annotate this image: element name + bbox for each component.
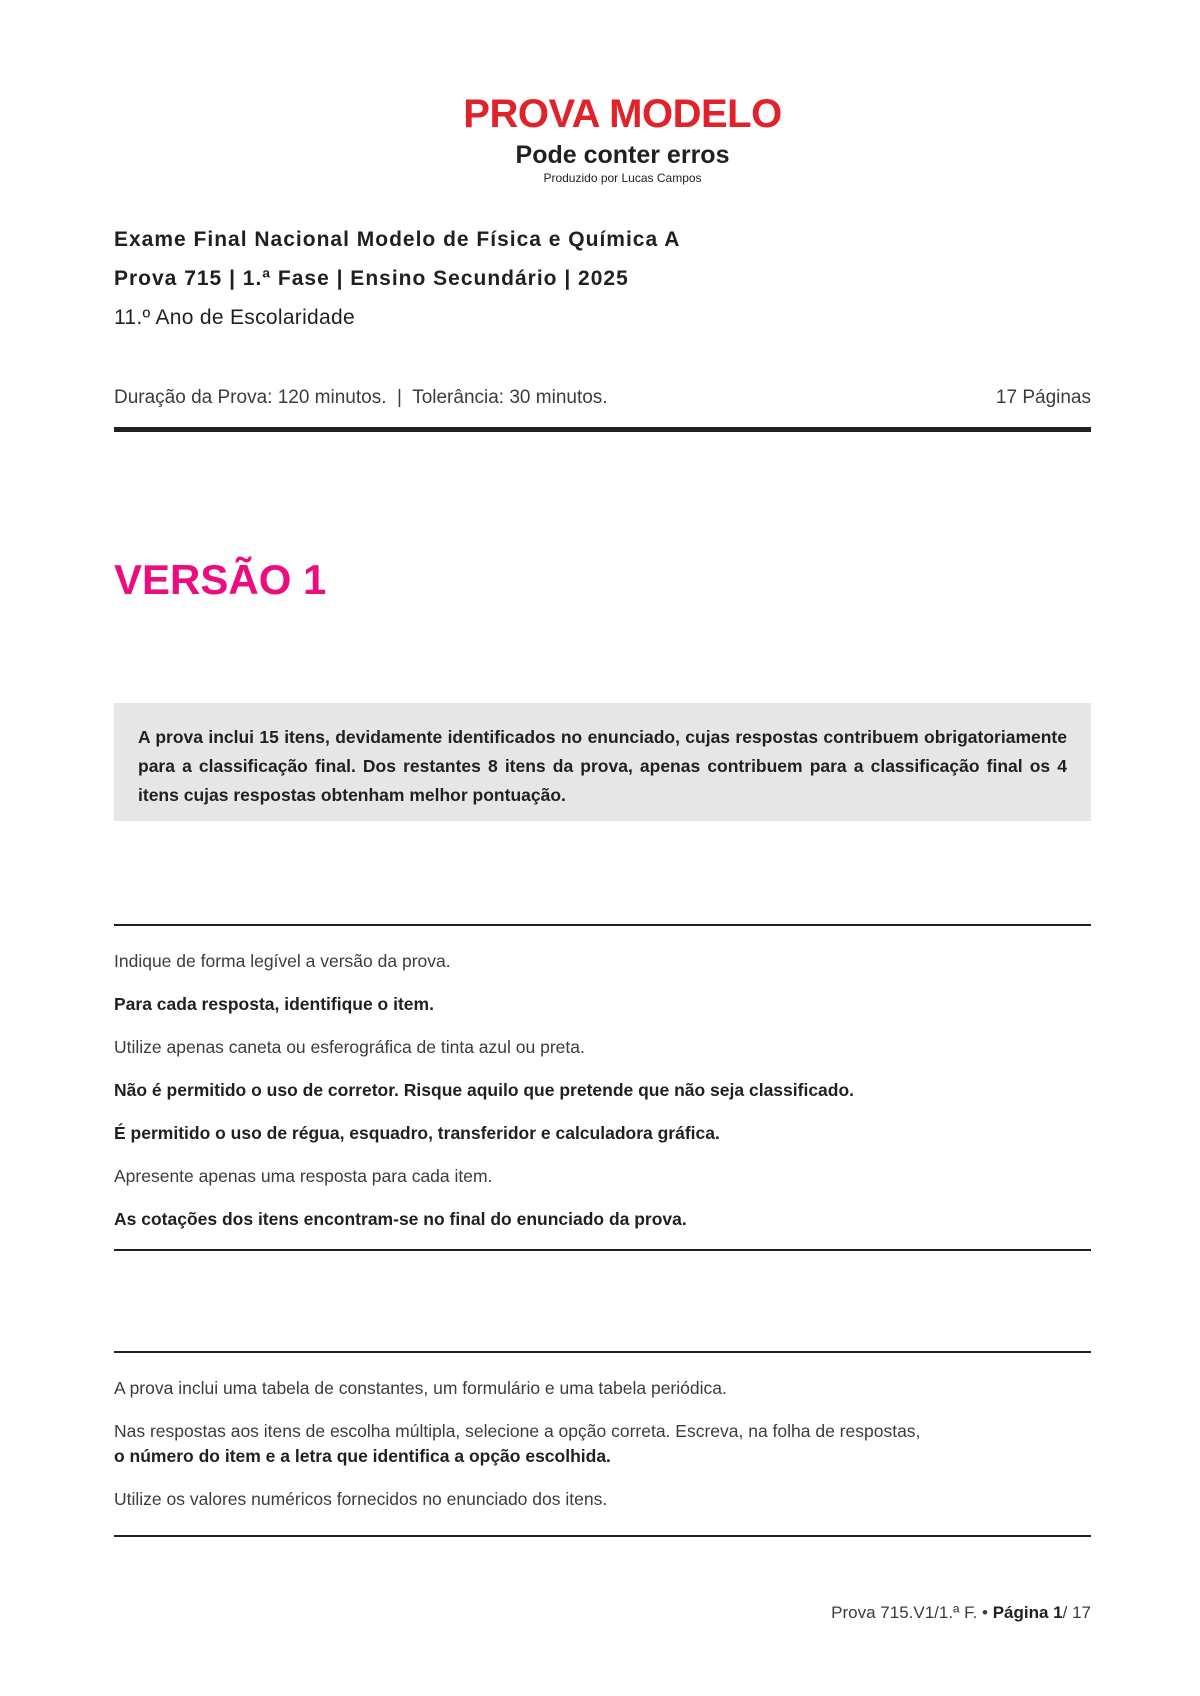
notes-list (114, 1376, 1091, 1512)
list-item: Indique de forma legível a versão da prova. (114, 951, 451, 971)
duration-text: Duração da Prova: 120 minutos. | Tolerância: 30 minutos. (114, 387, 608, 408)
note-text-bold: o número do item e a letra que identifica a opção escolhida. (114, 1446, 611, 1466)
list-item: Não é permitido o uso de corretor. Risque aquilo que pretende que não seja classificado. (114, 1080, 855, 1100)
notes-top-rule (114, 1351, 1091, 1353)
exam-title: Exame Final Nacional Modelo de Física e Química A (114, 228, 681, 251)
instructions-bottom-rule (114, 1249, 1091, 1251)
note-text: Utilize os valores numéricos fornecidos no enunciado dos itens. (114, 1489, 608, 1509)
list-item: É permitido o uso de régua, esquadro, transferidor e calculadora gráfica. (114, 1123, 720, 1143)
instructions-list (114, 949, 1091, 1232)
footer-code: Prova 715.V1/1.ª F. • (831, 1603, 993, 1622)
school-year: 11.º Ano de Escolaridade (114, 306, 355, 329)
stamp-subtitle: Pode conter erros (515, 141, 730, 169)
list-item: Para cada resposta, identifique o item. (114, 994, 434, 1014)
footer-page: Página 1 (992, 1603, 1063, 1622)
footer-total: / 17 (1062, 1603, 1091, 1622)
exam-info-row (114, 387, 1091, 409)
list-item: Utilize apenas caneta ou esferográfica de tinta azul ou preta. (114, 1037, 585, 1057)
notice-box (114, 703, 1091, 821)
notes-bottom-rule (114, 1535, 1091, 1537)
header-divider (114, 427, 1091, 432)
stamp-author: Produzido por Lucas Campos (543, 171, 702, 185)
notice-text: A prova inclui 15 itens, devidamente identificados no enunciado, cujas respostas contribuem obrigatoriamente para a classificação final. Dos restantes 8 itens da prova, apenas contribuem para a classificação final os 4 itens cujas respostas obtenham melhor pontuação. (138, 727, 1067, 805)
instructions-top-rule (114, 924, 1091, 926)
stamp-title: PROVA MODELO (463, 92, 782, 136)
version-label: VERSÃO 1 (114, 556, 327, 603)
page-footer (831, 1603, 1091, 1623)
note-text: Nas respostas aos itens de escolha múltipla, selecione a opção correta. Escreva, na folha de respostas, (114, 1421, 921, 1441)
exam-subtitle: Prova 715 | 1.ª Fase | Ensino Secundário | 2025 (114, 267, 629, 290)
list-item: Apresente apenas uma resposta para cada item. (114, 1166, 493, 1186)
note-text: A prova inclui uma tabela de constantes, um formulário e uma tabela periódica. (114, 1378, 727, 1398)
list-item: As cotações dos itens encontram-se no final do enunciado da prova. (114, 1209, 687, 1229)
page-count: 17 Páginas (995, 387, 1091, 408)
